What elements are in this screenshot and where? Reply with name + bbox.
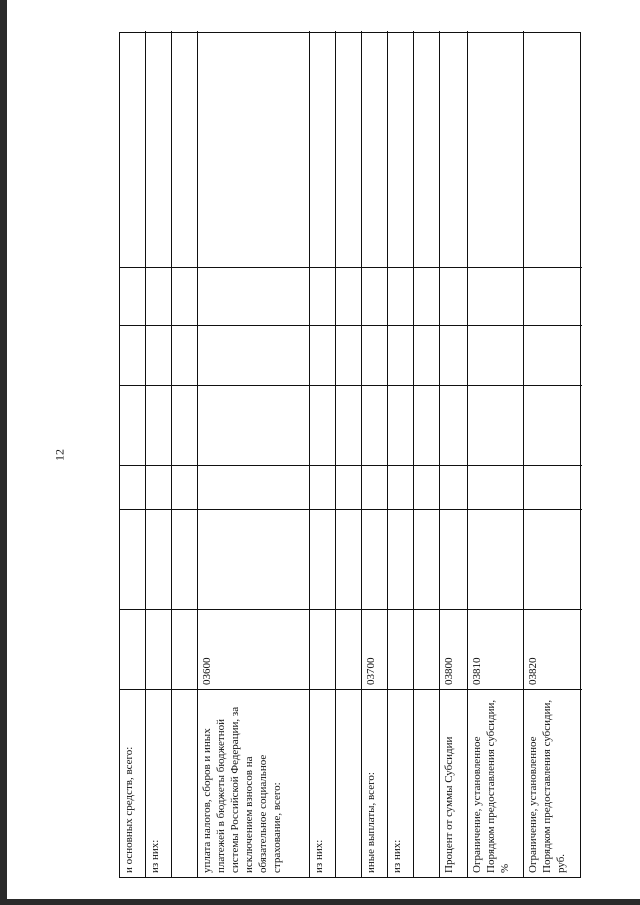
table-row <box>468 31 524 877</box>
row-code <box>146 610 150 689</box>
row-label: из них: <box>149 839 161 873</box>
table-row <box>414 31 440 877</box>
row-code <box>120 610 124 689</box>
row-code <box>310 610 314 689</box>
row-code: 03800 <box>443 657 455 685</box>
table-row <box>120 31 146 877</box>
row-code <box>414 610 418 689</box>
table-row <box>524 31 582 877</box>
table-row <box>310 31 336 877</box>
table-wrapper <box>119 32 581 878</box>
row-code <box>336 610 340 689</box>
row-code <box>388 610 392 689</box>
table-row <box>198 31 310 877</box>
row-label: из них: <box>313 839 325 873</box>
row-label: и основных средств, всего: <box>123 746 135 873</box>
table-row <box>146 31 172 877</box>
row-label: Ограничение, установленное Порядком предоставления субсидии, руб. <box>527 699 567 873</box>
table-row <box>388 31 414 877</box>
table-row <box>362 31 388 877</box>
row-label <box>336 690 340 877</box>
budget-table <box>119 32 581 878</box>
row-label <box>414 690 418 877</box>
document-page <box>7 0 640 899</box>
row-code: 03700 <box>365 657 377 685</box>
row-code: 03820 <box>527 657 539 685</box>
row-label: Процент от суммы Субсидии <box>443 736 455 873</box>
row-label: из них: <box>391 839 403 873</box>
row-label: уплата налогов, сборов и иных платежей в бюджеты бюджетной системы Российской Федерации, за исключением взносов на обязательное социальное страхование, всего: <box>201 706 283 873</box>
row-code <box>172 610 176 689</box>
page-number: 12 <box>52 449 67 461</box>
row-code: 03810 <box>471 657 483 685</box>
row-label: Ограничение, установленное Порядком предоставления субсидии, % <box>471 699 511 873</box>
row-label: иные выплаты, всего: <box>365 772 377 873</box>
table-row <box>172 31 198 877</box>
row-code: 03600 <box>201 657 213 685</box>
row-label <box>172 690 176 877</box>
table-row <box>336 31 362 877</box>
table-row <box>440 31 468 877</box>
